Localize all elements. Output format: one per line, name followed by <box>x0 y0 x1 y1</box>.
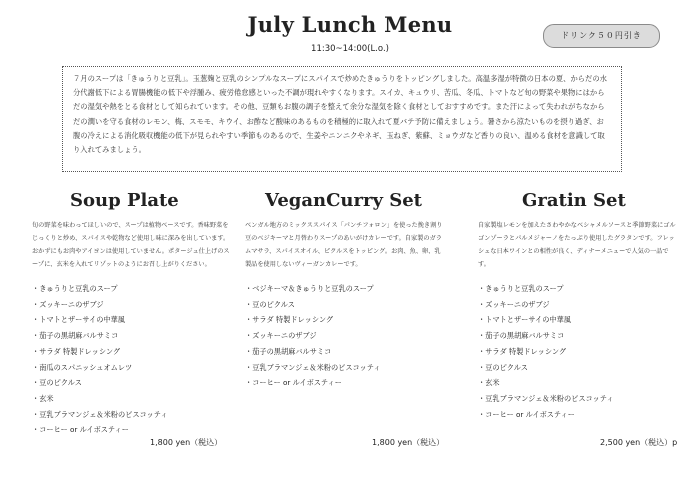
section-description: ベンガル地方のミックススパイス「パンチフォロン」を使った挽き割り豆のベジキーマと月替わりスープのあいがけカレーです。自家製のガラムマサラ、スパイスオイル、ピクルスをトッピング。お肉、魚、卵、乳製品を使用しないヴィーガンカレーです。 <box>245 222 443 268</box>
menu-item: ・ トマトとザーサイの中華風 <box>32 312 242 328</box>
menu-item: ・ きゅうりと豆乳のスープ <box>32 281 242 297</box>
menu-item: ・ コーヒー or ルイボスティー <box>478 407 688 423</box>
menu-item: ・ 茄子の黒胡麻バルサミコ <box>32 328 242 344</box>
menu-item: ・ 玄米 <box>478 375 688 391</box>
menu-item: ・ 茄子の黒胡麻バルサミコ <box>245 344 455 360</box>
menu-item: ・ ズッキーニのザブジ <box>32 297 242 313</box>
section-title: Gratin Set <box>522 190 626 211</box>
menu-item: ・ トマトとザーサイの中華風 <box>478 312 688 328</box>
menu-item: ・ 豆乳ブラマンジェ＆米粉のビスコッティ <box>478 391 688 407</box>
price-gratin-set: 2,500 yen（税込）p <box>600 438 678 447</box>
menu-item: ・ 豆のピクルス <box>245 297 455 313</box>
menu-item: ・ きゅうりと豆乳のスープ <box>478 281 688 297</box>
section-gratin-set <box>478 190 688 422</box>
menu-item: ・ サラダ 特製ドレッシング <box>32 344 242 360</box>
menu-item: ・ コーヒー or ルイボスティー <box>32 422 242 438</box>
menu-item: ・ ズッキーニのザブジ <box>245 328 455 344</box>
section-soup-plate <box>32 190 242 438</box>
section-description: 自家製塩レモンを加えたさわやかなベシャメルソースと季節野菜にゴルゴンゾーラとパルメジャーノをたっぷり使用したグラタンです。フレッシュな日本ワインとの相性が良く、ディナーメニューで人気の一品です。 <box>478 222 676 268</box>
menu-item: ・ 茄子の黒胡麻バルサミコ <box>478 328 688 344</box>
section-description: 旬の野菜を味わってほしいので、スープは植物ベースです。香味野菜をじっくりと炒め、スパイスや乾物など使用し味に深みを出しています。おかずにもお肉やアイヨンは使用していません。ポタージュ仕上げのスープに、玄米を入れてリゾットのようにお召し上がりください。 <box>32 222 230 268</box>
price-soup-plate: 1,800 yen（税込） <box>150 438 223 447</box>
section-items <box>478 281 688 422</box>
section-title: Soup Plate <box>70 190 179 211</box>
menu-title: July Lunch Menu <box>247 12 453 37</box>
menu-item: ・ ズッキーニのザブジ <box>478 297 688 313</box>
menu-item: ・ 南瓜のスパニッシュオムレツ <box>32 360 242 376</box>
menu-item: ・ 豆のピクルス <box>478 360 688 376</box>
menu-item: ・ 豆乳ブラマンジェ＆米粉のビスコッティ <box>32 407 242 423</box>
menu-item: ・ 玄米 <box>32 391 242 407</box>
menu-item: ・ ベジキーマ＆きゅうりと豆乳のスープ <box>245 281 455 297</box>
section-items <box>245 281 455 391</box>
section-items <box>32 281 242 438</box>
menu-item: ・ 豆のピクルス <box>32 375 242 391</box>
section-vegan-curry-set <box>245 190 455 391</box>
intro-text-box: ７月のスープは「きゅうりと豆乳」。玉葱麹と豆乳のシンプルなスープにスパイスで炒めたきゅうりをトッピングしました。高温多湿が特徴の日本の夏、からだの水分代謝低下による胃腸機能の低下や浮腫み、疲労倦怠感といった不調が現れやすくなります。スイカ、キュウリ、苦瓜、冬瓜、トマトなど旬の野菜や果物にはからだの湿気や熱をとる食材として知られています。その他、豆類もお腹の調子を整えて余分な湿気を除く食材としておすすめです。また汗によって失われがちなからだの潤いを守る食材のレモン、梅、スモモ、キウイ、お酢など酸味のあるものを積極的に取入れて夏バテ予防に備えましょう。暑さから涼たいものを摂り過ぎ、お腹の冷えによる消化吸収機能の低下が見られやすい季節ものあるので、生姜やニンニクやネギ、玉ねぎ、紫蘇、ミョウガなど香りの良い、温める食材を意識して取り入れてみましょう。 <box>62 66 622 172</box>
price-vegan-curry-set: 1,800 yen（税込） <box>372 438 445 447</box>
menu-item: ・ 豆乳ブラマンジェ＆米粉のビスコッティ <box>245 360 455 376</box>
drink-discount-badge: ドリンク５０円引き <box>543 24 660 48</box>
section-title: VeganCurry Set <box>265 190 422 211</box>
menu-item: ・ コーヒー or ルイボスティー <box>245 375 455 391</box>
lunch-hours: 11:30~14:00(L.o.) <box>311 44 389 54</box>
menu-item: ・ サラダ 特製ドレッシング <box>478 344 688 360</box>
menu-item: ・ サラダ 特製ドレッシング <box>245 312 455 328</box>
